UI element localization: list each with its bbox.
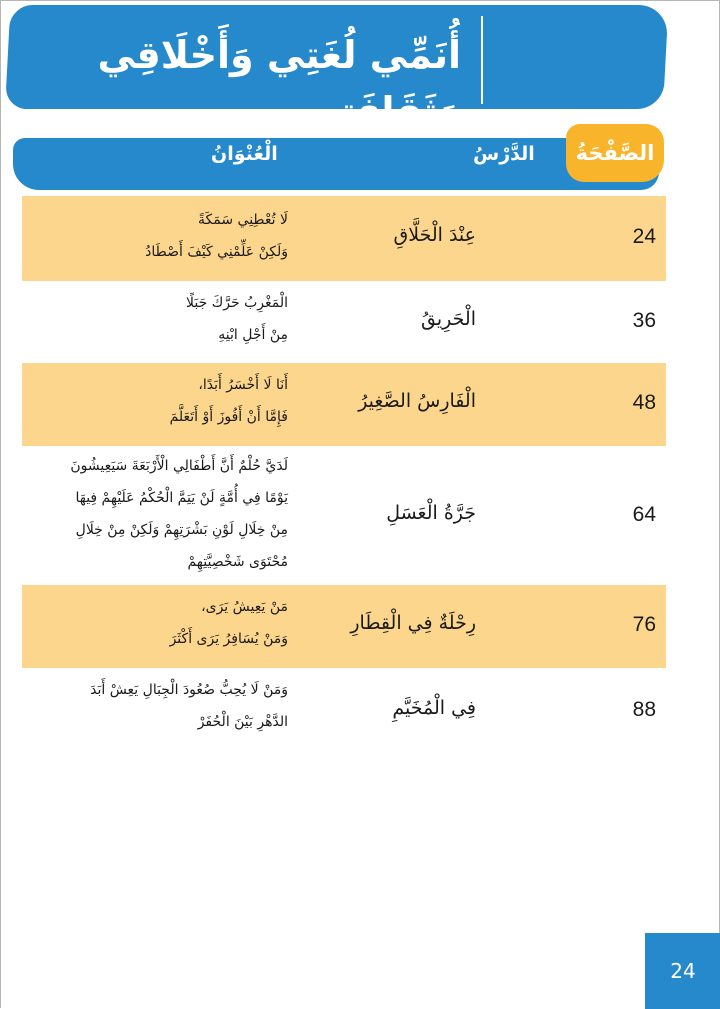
page-number: 24 <box>670 959 696 983</box>
header-lesson: الدَّرْسُ <box>473 143 535 165</box>
row-page-number: 76 <box>632 613 656 636</box>
table-row <box>22 363 666 446</box>
row-excerpt <box>90 674 288 738</box>
row-lesson: جَرَّةُ الْعَسَلِ <box>386 502 476 524</box>
excerpt-line: أَنَا لَا أَخْسَرُ أَبَدًا، <box>198 377 288 393</box>
excerpt-line: مِنْ أَجْلِ ابْنِهِ <box>218 327 288 343</box>
table-header-bar <box>13 138 659 190</box>
row-page-number: 48 <box>632 391 656 414</box>
row-excerpt <box>170 591 288 655</box>
row-lesson: فِي الْمُخَيَّمِ <box>392 697 476 719</box>
excerpt-line: الْمَغْرِبُ حَرَّكَ جَبَلًا <box>186 295 288 311</box>
row-excerpt <box>170 369 288 433</box>
excerpt-line: وَمَنْ يُسَافِرُ يَرَى أَكْثَرَ <box>169 631 288 647</box>
excerpt-line: فَإِمَّا أَنْ أَفُوزَ أَوْ أَتَعَلَّمَ <box>169 409 288 425</box>
excerpt-line: لَدَيَّ حُلْمٌ أَنَّ أَطْفَالِي الْأَرْبَعَةَ سَيَعِيشُونَ <box>70 458 288 474</box>
header-page-tab <box>566 124 664 182</box>
row-page-number: 36 <box>632 309 656 332</box>
row-lesson: الْفَارِسُ الصَّغِيرُ <box>358 390 476 412</box>
row-excerpt <box>145 204 288 268</box>
title-divider <box>481 16 483 104</box>
row-page-number: 88 <box>632 698 656 721</box>
row-lesson: الْحَرِيقُ <box>421 308 476 330</box>
row-page-number: 24 <box>632 225 656 248</box>
row-lesson: رِحْلَةٌ فِي الْقِطَارِ <box>350 612 476 634</box>
excerpt-line: الدَّهْرِ بَيْنَ الْحُفَرْ <box>197 714 288 730</box>
excerpt-line: مِنْ خِلَالِ لَوْنِ بَشْرَتِهِمْ وَلَكِنْ مِنْ خِلَالِ <box>75 522 288 538</box>
table-row <box>22 446 666 586</box>
row-excerpt <box>186 287 288 351</box>
table-row <box>22 668 666 752</box>
header-page: الصَّفْحَةُ <box>575 141 655 165</box>
excerpt-line: مُحْتَوَى شَخْصِيَّتِهِمْ <box>187 554 288 570</box>
excerpt-line: يَوْمًا فِي أُمَّةٍ لَنْ يَتِمَّ الْحُكْمُ عَلَيْهِمْ فِيهَا <box>75 490 288 506</box>
row-page-number: 64 <box>632 503 656 526</box>
header-title: الْعُنْوَانُ <box>211 143 278 165</box>
excerpt-line: مَنْ يَعِيشُ يَرَى، <box>201 599 288 615</box>
row-lesson: عِنْدَ الْحَلَّاقِ <box>393 224 476 246</box>
excerpt-line: لَا تُعْطِنِي سَمَكَةً <box>198 212 288 228</box>
excerpt-line: وَلَكِنْ عَلِّمْنِي كَيْفَ أَصْطَادُ <box>145 244 288 260</box>
table-row <box>22 281 666 365</box>
page-title: أُنَمِّي لُغَتِي وَأَخْلَاقِي وَثَقَافَتِي <box>97 33 461 133</box>
page-number-badge <box>645 933 720 1009</box>
excerpt-line: وَمَنْ لَا يُحِبُّ صُعُودَ الْجِبَالِ يَعِشْ أَبَدَ <box>90 682 288 698</box>
row-excerpt <box>70 450 288 578</box>
table-row <box>22 585 666 668</box>
table-row <box>22 196 666 281</box>
